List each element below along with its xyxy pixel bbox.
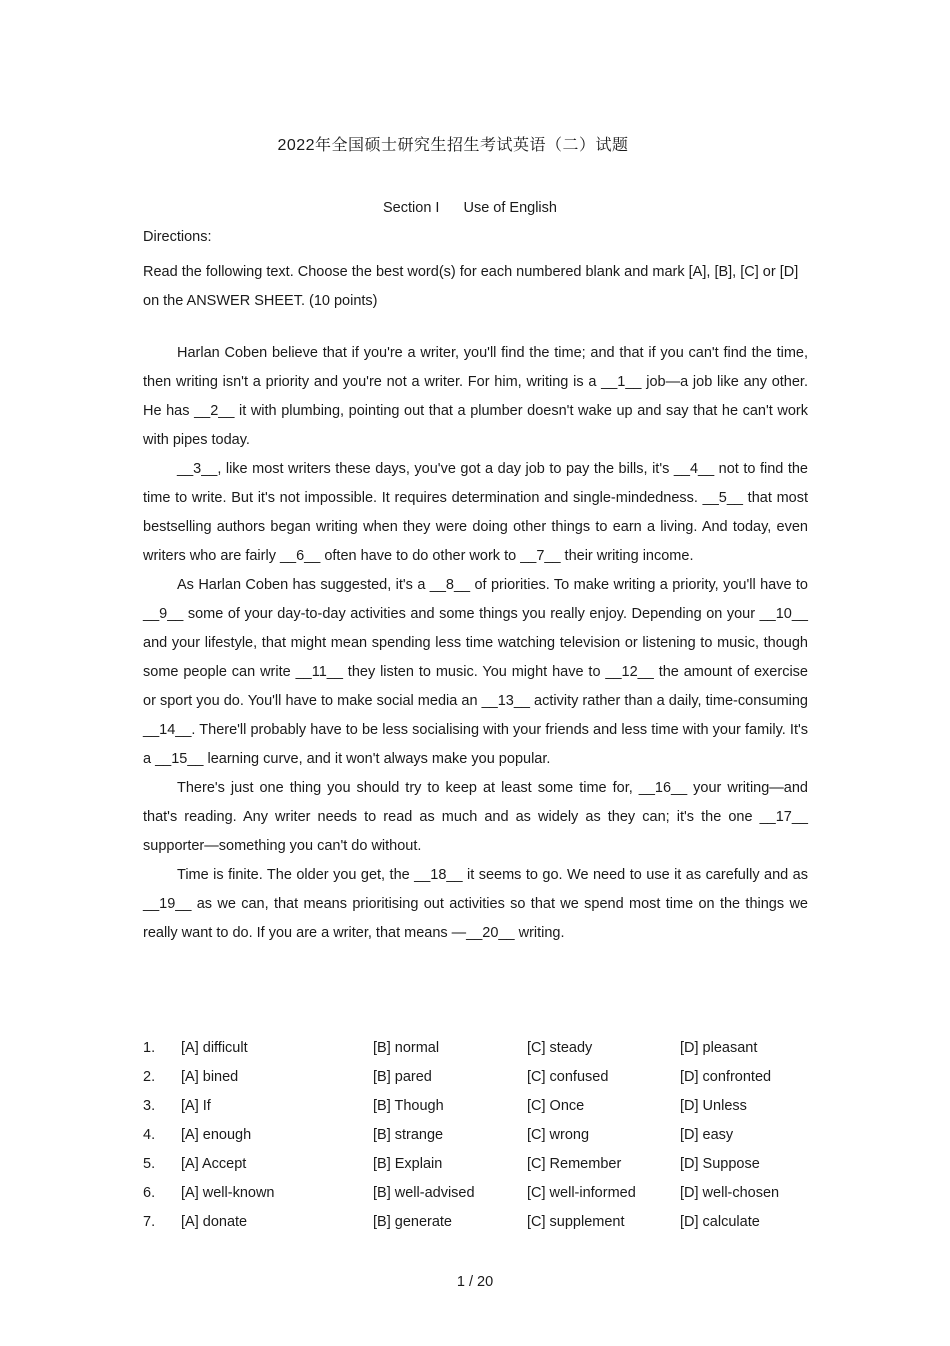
- option-c: [C] steady: [527, 1040, 593, 1056]
- passage-paragraph-3: As Harlan Coben has suggested, it's a __8__ of priorities. To make writing a priority, you'll have to __9__ some of your day-to-day activities and some things you really enjoy. Depending on your __10__ and your lifestyle, that might mean spending less time watching television or listening to music, though some people can write __11__ they listen to music. You might have to __12__ the amount of exercise or sport you do. You'll have to make social media an __13__ activity rather than a daily, time-consuming __14__. There'll probably have to be less socialising with your friends and less time with your family. It's a __15__ learning curve, and it won't always make you popular.: [143, 577, 808, 767]
- option-b: [B] well-advised: [373, 1185, 475, 1201]
- option-row: [143, 1069, 823, 1098]
- option-b: [B] Though: [373, 1098, 444, 1114]
- directions-text: Read the following text. Choose the best word(s) for each numbered blank and mark [A], [B], [C] or [D] on the ANSWER SHEET. (10 points): [143, 264, 799, 309]
- passage-paragraph-5: Time is finite. The older you get, the __18__ it seems to go. We need to use it as carefully and as __19__ as we can, that means prioritising out activities so that we spend most time on the things we really want to do. If you are a writer, that means —__20__ writing.: [143, 867, 808, 941]
- option-b: [B] normal: [373, 1040, 440, 1056]
- option-d: [D] confronted: [680, 1069, 772, 1085]
- option-a: [A] difficult: [181, 1040, 248, 1056]
- section-label: Section I: [383, 200, 440, 216]
- option-c: [C] well-informed: [527, 1185, 636, 1201]
- option-a: [A] If: [181, 1098, 211, 1114]
- option-row: [143, 1214, 823, 1243]
- passage-paragraph-4: There's just one thing you should try to keep at least some time for, __16__ your writing—and that's reading. Any writer needs to read as much and as widely as they can; it's the one __17__ supporter—something you can't do without.: [143, 780, 808, 854]
- option-row: [143, 1185, 823, 1214]
- passage-paragraph-1: Harlan Coben believe that if you're a writer, you'll find the time; and that if you can't find the time, then writing isn't a priority and you're not a writer. For him, writing is a __1__ job—a job like any other. He has __2__ it with plumbing, pointing out that a plumber doesn't wake up and say that he can't work with pipes today.: [143, 345, 808, 448]
- options-list: [143, 1040, 823, 1243]
- option-a: [A] Accept: [181, 1156, 247, 1172]
- option-d: [D] Unless: [680, 1098, 747, 1114]
- option-a: [A] enough: [181, 1127, 252, 1143]
- cloze-passage: [143, 339, 808, 948]
- option-b: [B] Explain: [373, 1156, 443, 1172]
- option-c: [C] wrong: [527, 1127, 590, 1143]
- option-a: [A] well-known: [181, 1185, 275, 1201]
- question-number: 6.: [143, 1185, 156, 1201]
- option-b: [B] strange: [373, 1127, 444, 1143]
- question-number: 5.: [143, 1156, 156, 1172]
- option-b: [B] generate: [373, 1214, 452, 1230]
- option-c: [C] supplement: [527, 1214, 625, 1230]
- option-row: [143, 1098, 823, 1127]
- option-row: [143, 1040, 823, 1069]
- option-row: [143, 1127, 823, 1156]
- option-c: [C] confused: [527, 1069, 609, 1085]
- question-number: 2.: [143, 1069, 156, 1085]
- option-c: [C] Once: [527, 1098, 585, 1114]
- option-c: [C] Remember: [527, 1156, 622, 1172]
- option-d: [D] Suppose: [680, 1156, 760, 1172]
- option-d: [D] well-chosen: [680, 1185, 780, 1201]
- option-d: [D] pleasant: [680, 1040, 758, 1056]
- question-number: 7.: [143, 1214, 156, 1230]
- section-name: Use of English: [463, 200, 557, 216]
- directions-label: Directions:: [143, 229, 212, 245]
- question-number: 1.: [143, 1040, 156, 1056]
- option-d: [D] calculate: [680, 1214, 760, 1230]
- page-number: 1 / 20: [456, 1274, 494, 1290]
- passage-paragraph-2: __3__, like most writers these days, you've got a day job to pay the bills, it's __4__ not to find the time to write. But it's not impossible. It requires determination and single-mindedness. __5__ that most bestselling authors began writing when they were doing other things to earn a living. And today, even writers who are fairly __6__ often have to do other work to __7__ their writing income.: [143, 461, 808, 564]
- option-d: [D] easy: [680, 1127, 734, 1143]
- option-b: [B] pared: [373, 1069, 432, 1085]
- section-heading: [0, 200, 940, 216]
- question-number: 3.: [143, 1098, 156, 1114]
- question-number: 4.: [143, 1127, 156, 1143]
- exam-title: 2022年全国硕士研究生招生考试英语（二）试题: [277, 137, 629, 154]
- option-a: [A] donate: [181, 1214, 248, 1230]
- option-row: [143, 1156, 823, 1185]
- option-a: [A] bined: [181, 1069, 239, 1085]
